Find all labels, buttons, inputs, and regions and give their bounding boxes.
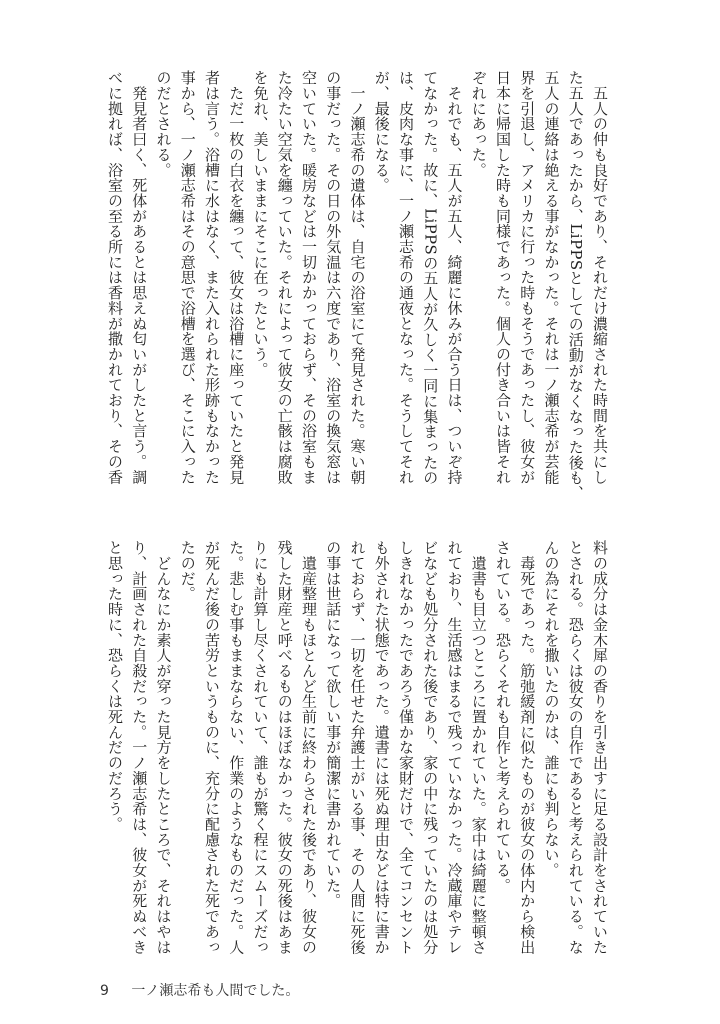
- text-line: を免れ、美しいままにそこに在ったという。: [251, 70, 270, 377]
- text-line: の事だった。その日の外気温は六度であり、浴室の換気窓は: [324, 70, 343, 485]
- text-line: 毒死であった。筋弛緩剤に似たものが彼女の体内から検出: [518, 540, 537, 955]
- text-line: た冷たい空気を纏っていた。それによって彼女の亡骸は腐敗: [275, 70, 294, 485]
- running-title: 一ノ瀬志希も人間でした。: [131, 983, 300, 999]
- text-line: れており、生活感はまるで残っていなかった。冷蔵庫やテレ: [445, 540, 464, 955]
- text-line: た。悲しむ事もままならない、作業のようなものだった。人: [227, 540, 246, 955]
- text-line: とされる。恐らくは彼女の自作であると考えられている。な: [566, 540, 585, 955]
- text-line: が死んだ後の苦労というものに、充分に配慮された死であっ: [203, 540, 221, 955]
- text-line: 五人の仲も良好であり、それだけ濃縮された時間を共にし: [591, 70, 609, 485]
- text-line: 空いていた。暖房などは一切かかっておらず、その浴室もま: [300, 70, 318, 485]
- page-footer: [100, 980, 299, 1000]
- text-line: しきれなかったであろう僅かな家財だけで、全てコンセント: [397, 540, 415, 955]
- text-line: 残した財産と呼べるものはほぼなかった。彼女の死後はあま: [275, 540, 294, 955]
- text-line: 界を引退し、アメリカに行った時もそうであったし、彼女が: [518, 70, 537, 485]
- page-number: 9: [100, 983, 109, 999]
- text-line: 発見者曰く、死体があるとは思えぬ匂いがしたと言う。調: [130, 70, 149, 485]
- text-line: ビなども処分された後であり、家の中に残っていたのは処分: [421, 540, 440, 955]
- text-line: たのだ。: [178, 540, 197, 602]
- text-line: 一ノ瀬志希の遺体は、自宅の浴室にて発見された。寒い朝: [348, 70, 367, 485]
- text-line: 遺書も目立つところに置かれていた。家中は綺麗に整頓さ: [469, 540, 488, 955]
- text-line: れておらず、一切を任せた弁護士がいる事、その人間に死後: [348, 540, 367, 955]
- text-line: と思った時に、恐らくは死んだのだろう。: [106, 540, 124, 832]
- text-line: それでも、五人が五人、綺麗に休みが合う日は、ついぞ持: [445, 70, 464, 485]
- text-line: されている。恐らくそれも自作と考えられている。: [494, 540, 512, 894]
- text-line: の事は世話になって欲しい事が簡潔に書かれていた。: [324, 540, 343, 909]
- text-line: ぞれにあった。: [469, 70, 488, 178]
- text-line: が、最後になる。: [372, 70, 391, 193]
- text-line: た五人であったから、LiPPSとしての活動がなくなった後も、: [566, 70, 585, 501]
- text-line: も外された状態であった。遺書には死ぬ理由などは特に書か: [372, 540, 391, 955]
- text-line: り、計画された自殺だった。一ノ瀬志希は、彼女が死ぬべき: [130, 540, 149, 955]
- text-line: 者は言う。浴槽に水はなく、また入れられた形跡もなかった: [203, 70, 221, 485]
- text-line: 遺産整理もほとんど生前に終わらされた後であり、彼女の: [300, 540, 318, 955]
- bottom-text-block: [102, 540, 612, 960]
- text-line: んの為にそれを撒いたのかは、誰にも判らない。: [542, 540, 561, 878]
- text-line: どんなにか素人が穿った見方をしたところで、それはやは: [154, 540, 173, 955]
- text-line: ただ一枚の白衣を纏って、彼女は浴槽に座っていたと発見: [227, 70, 246, 485]
- text-line: てなかった。故に、LiPPSの五人が久しく一同に集まったの: [421, 70, 440, 486]
- text-line: のだとされる。: [154, 70, 173, 178]
- text-line: 日本に帰国した時も同様であった。個人の付き合いは皆それ: [494, 70, 512, 485]
- text-line: 五人の連絡は絶える事がなかった。それは一ノ瀬志希が芸能: [542, 70, 561, 485]
- text-line: 事から、一ノ瀬志希はその意思で浴槽を選び、そこに入った: [178, 70, 197, 485]
- text-line: 料の成分は金木犀の香りを引き出すに足る設計をされていた: [591, 540, 609, 955]
- text-line: べに拠れば、浴室の至る所には香料が撒かれており、その香: [106, 70, 124, 485]
- text-line: は、皮肉な事に、一ノ瀬志希の通夜となった。そうしてそれ: [397, 70, 415, 485]
- top-text-block: [102, 70, 612, 501]
- text-line: りにも計算し尽くされていて、誰もが驚く程にスムーズだっ: [251, 540, 270, 955]
